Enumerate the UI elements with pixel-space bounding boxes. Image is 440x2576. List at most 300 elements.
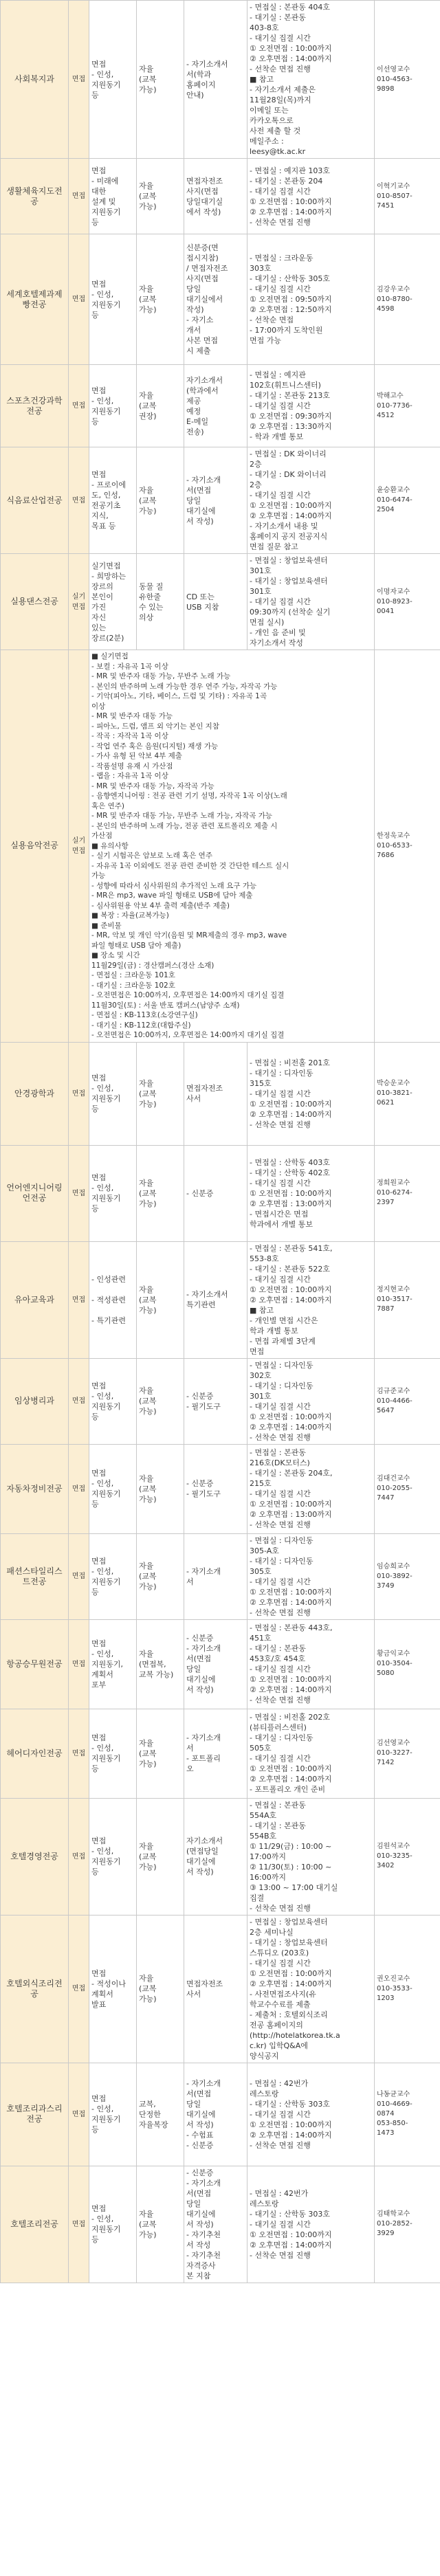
text-line: 레스토랑 — [250, 2199, 279, 2208]
text-line: ① 오전면접 : 10:00까지 — [250, 2230, 332, 2239]
text-line: - 면접실 : DK 와이너리 — [250, 449, 327, 458]
text-line: 수 있는 — [139, 602, 164, 612]
text-line: - 대기실 집결 시간 — [250, 597, 311, 606]
text-line: ① 오전면접 : 10:00까지 — [250, 197, 332, 206]
text-line: 7451 — [377, 201, 395, 210]
text-line: 자율 — [139, 1178, 154, 1188]
test-content-cell — [89, 2166, 137, 2283]
text-line: 면접 — [91, 1733, 107, 1742]
text-line: 5080 — [377, 1669, 395, 1677]
text-line: 505호 — [250, 1744, 272, 1753]
text-line: 가능) — [139, 1099, 157, 1109]
text-line: 집결 — [250, 1893, 265, 1902]
text-line: 자신 — [91, 612, 107, 622]
text-line: 있는 — [91, 623, 107, 632]
test-content-cell — [89, 1145, 137, 1241]
text-line: ① 오전면접 : 10:00까지 — [250, 1285, 332, 1294]
text-line: 사서 — [186, 1094, 201, 1103]
text-line: - 기악(피아노, 기타, 베이스, 드럼 및 기타) : 자유곡 1곡 — [91, 692, 267, 700]
text-line: - 자기소개서 — [186, 59, 228, 69]
text-line: - 학과 개별 통보 — [250, 432, 304, 441]
major-cell: 호텔외식조리전공 — [1, 1915, 69, 2063]
text-line: (교복 — [139, 1484, 157, 1494]
test-content-cell — [89, 365, 137, 447]
test-content-cell — [89, 1358, 137, 1444]
text-line: 053-850- — [377, 2120, 408, 2127]
text-line: - 개인별 면접 시간은 — [250, 1315, 318, 1325]
exam-type-cell: 면접 — [69, 447, 89, 554]
text-line: 메일주소 : — [250, 137, 284, 146]
text-line: (교복 — [139, 1748, 157, 1758]
text-line: 서 작성) — [186, 2219, 214, 2229]
text-line: - 대기실 집결 시간 — [250, 1958, 311, 1968]
text-line: - 대기실 : 디자인동 — [250, 1381, 314, 1390]
text-line: (교복 — [139, 1188, 157, 1198]
text-line: - 미래에 — [91, 176, 119, 186]
text-line: 지원동기, — [91, 1659, 124, 1669]
major-cell: 안경광학과 — [1, 1042, 69, 1145]
text-line: 임승희교수 — [377, 1562, 410, 1570]
text-line: ■ 유의사항 — [91, 841, 129, 850]
attire-cell — [137, 1533, 184, 1619]
text-line: 제공 — [186, 396, 201, 406]
text-line: - 신분증 — [186, 2140, 214, 2150]
table-row — [1, 1915, 440, 2063]
attire-cell — [137, 159, 184, 234]
exam-type-cell: 면접 — [69, 1, 89, 159]
text-line: ② 오후면접 : 14:00까지 — [250, 1685, 332, 1694]
text-line: 면접 — [91, 1074, 107, 1082]
test-content-cell — [89, 1798, 137, 1915]
text-line: 가능) — [139, 1759, 157, 1768]
text-line: - 선착순 면접 진행 — [250, 1432, 311, 1442]
text-line: 자격증사 — [186, 2261, 216, 2270]
documents-cell — [184, 365, 248, 447]
text-line: - 대기실 집결 시간 — [250, 1577, 311, 1586]
text-line: - 대기실 : 본관동 — [250, 1821, 306, 1830]
text-line: 553-8호 — [250, 1254, 279, 1263]
text-line: - 대기실 집결 시간 — [250, 1489, 311, 1498]
text-line: 자율 — [139, 1974, 154, 1983]
major-cell: 유아교육과 — [1, 1241, 69, 1358]
text-line: 면접 — [91, 166, 107, 175]
text-line: - 본인의 반주하며 노래 가능, 전공 관련 포트폴리오 제출 시 — [91, 821, 278, 830]
attire-cell — [137, 1444, 184, 1533]
attire-cell — [137, 2063, 184, 2166]
text-line: 010-3533- — [377, 1984, 412, 1992]
text-line: 가능) — [139, 2230, 157, 2239]
contact-cell — [375, 1145, 440, 1241]
text-line: 특기관련 — [186, 1300, 216, 1309]
table-row — [1, 1798, 440, 1915]
table-row — [1, 2063, 440, 2166]
text-line: 면접 — [91, 59, 107, 69]
text-line: 동물 질 — [139, 581, 164, 591]
text-line: ① 오전면접 : 10:00까지 — [250, 1500, 332, 1509]
contact-cell — [375, 1798, 440, 1915]
text-line: / 면접자전조 — [186, 264, 228, 273]
text-line: ■ 복장 : 자율(교복가능) — [91, 911, 169, 920]
text-line: 2397 — [377, 1199, 395, 1206]
text-line: ① 오전면접 : 10:00까지 — [250, 44, 332, 53]
text-line: - 대기실 : 창업보육센터 — [250, 577, 328, 586]
text-line: 면접 — [91, 279, 107, 289]
text-line: 대기실에 — [186, 1857, 216, 1866]
text-line: 작성) — [186, 305, 204, 314]
text-line: 가능) — [139, 305, 157, 314]
text-line: - 면접실 : 본관동 541호, — [250, 1243, 333, 1253]
text-line: 사본 면접 — [186, 336, 219, 345]
attire-cell — [137, 1798, 184, 1915]
documents-cell — [184, 1444, 248, 1533]
contact-cell — [375, 1, 440, 159]
text-line: 권오진교수 — [377, 1975, 410, 1983]
text-line: - 신분증 — [186, 1479, 214, 1488]
text-line: ③ 13:00 ~ 17:00 대기실 — [250, 1883, 338, 1892]
text-line: 자율 — [139, 1841, 154, 1851]
text-line: - 대기실 집결 시간 — [250, 285, 311, 293]
text-line: 계획서 — [91, 1669, 113, 1679]
text-line: 010-6474- — [377, 496, 412, 504]
text-line: ② 오후면접 : 14:00까지 — [250, 2130, 332, 2140]
text-line: 자율복장 — [139, 2120, 168, 2129]
text-line: 301호 — [250, 566, 272, 575]
schedule-cell — [248, 1709, 375, 1798]
text-line: 본인이 — [91, 592, 113, 601]
text-line: 가능) — [139, 202, 157, 211]
attire-cell — [137, 234, 184, 365]
major-cell: 자동차정비전공 — [1, 1444, 69, 1533]
text-line: - 인성, — [91, 69, 114, 79]
text-line: - 대기실 : 디자인동 — [250, 1556, 314, 1566]
documents-cell — [184, 1533, 248, 1619]
text-line: - 선착순 면접 진행 — [250, 217, 311, 227]
text-line: 전공기초 — [91, 501, 121, 510]
exam-type-cell: 실기면접 — [69, 554, 89, 650]
text-line: 당일 — [186, 496, 201, 505]
text-line: - 대기실 집결 시간 — [250, 401, 311, 410]
text-line: - 개인 음 준비 및 — [250, 628, 306, 637]
test-content-cell — [89, 1709, 137, 1798]
text-line: 면접 — [91, 1173, 107, 1182]
text-line: - 작곡 : 자작곡 1곡 이상 — [91, 732, 168, 740]
text-line: 자율 — [139, 485, 154, 495]
text-line: 등 — [91, 1587, 99, 1597]
text-line: 303호 — [250, 264, 272, 273]
text-line: - 대기실 : 본관동 213호 — [250, 391, 331, 400]
text-line: 지원동기 — [91, 2225, 121, 2234]
contact-cell — [375, 2166, 440, 2283]
text-line: 서 작성) — [186, 1867, 214, 1876]
text-line: 서(면접 — [186, 1654, 212, 1663]
exam-type-cell: 면접 — [69, 2166, 89, 2283]
text-line: 사지(면접 — [186, 186, 219, 196]
test-content-cell — [89, 554, 137, 650]
text-line: 오 — [186, 1764, 194, 1773]
text-line: - 대기실 : DK 와이너리 — [250, 470, 327, 479]
text-line: 가능) — [139, 506, 157, 515]
text-line: 박해고수 — [377, 392, 404, 400]
text-line: 황금익교수 — [377, 1650, 410, 1658]
text-line: 면접 실시) — [250, 618, 285, 627]
table-row — [1, 1042, 440, 1145]
major-cell: 생활체육지도전공 — [1, 159, 69, 234]
exam-type-cell: 면접 — [69, 1042, 89, 1145]
text-line: 면접 — [91, 1968, 107, 1978]
text-line — [91, 1285, 134, 1295]
text-line: - 심사위원용 악보 4부 출력 제출(반주 제출) — [91, 901, 230, 910]
text-line: 010-3227- — [377, 1749, 412, 1757]
exam-type-cell: 면접 — [69, 1915, 89, 2063]
exam-type-cell: 실기면접 — [69, 650, 89, 1043]
text-line: ① 11/29(금) : 10:00 ~ — [250, 1841, 332, 1851]
table-row-vocal — [1, 650, 440, 1043]
text-line: - 선착순 면접 진행 — [250, 2140, 311, 2150]
table-row — [1, 1619, 440, 1709]
text-line: 가능) — [139, 85, 157, 94]
text-line: 면접 — [91, 1381, 107, 1390]
text-line: ① 오전면접 : 10:00까지 — [250, 2120, 332, 2129]
text-line: 216호(DK모터스) — [250, 1458, 310, 1467]
major-cell: 실용음악전공 — [1, 650, 69, 1043]
text-line: - 인성, — [91, 396, 114, 406]
text-line: 자율 — [139, 2209, 154, 2219]
text-line: - 선착순 면접 진행 — [250, 2250, 311, 2260]
text-line: ■ 참고 — [250, 75, 274, 84]
text-line: 학과 개별 통보 — [250, 1326, 298, 1335]
text-line: 0621 — [377, 1099, 395, 1107]
text-line: 김규준교수 — [377, 1387, 410, 1395]
table-row — [1, 1241, 440, 1358]
text-line: 면접 — [91, 1556, 107, 1566]
text-line: ② 오후면접 : 13:00까지 — [250, 1199, 332, 1208]
text-line: 0874 — [377, 2110, 395, 2118]
text-line: 장르(2분) — [91, 633, 124, 643]
text-line: - 인성, — [91, 1479, 114, 1488]
text-line: ① 오전면접 : 10:00까지 — [250, 1968, 332, 1978]
text-line: - 면접실 : 본관동 404호 — [250, 3, 331, 12]
text-line: 3402 — [377, 1862, 395, 1869]
text-line: - 인성, — [91, 1847, 114, 1856]
test-content-cell — [89, 159, 137, 234]
text-line: - 피아노, 드럼, 앰프 외 악기는 본인 지참 — [91, 722, 219, 731]
table-row — [1, 1358, 440, 1444]
text-line: 장르의 — [91, 581, 113, 591]
text-line: - 대기실 : KB-112호(대합주실) — [91, 1021, 191, 1030]
text-line: - 17:00까지 도착인원 — [250, 326, 323, 335]
text-line: 면접자전조 — [186, 1979, 223, 1988]
text-line: 홈페이지 — [186, 80, 216, 89]
text-line: - 인성, — [91, 289, 114, 299]
text-line: ① 오전면접 : 10:00까지 — [250, 1188, 332, 1198]
text-line: 010-7736- — [377, 401, 412, 410]
text-line: 전공 홈페이지의 — [250, 2020, 303, 2030]
test-content-cell — [89, 2063, 137, 2166]
contact-cell — [375, 159, 440, 234]
text-line: 315호 — [250, 1078, 272, 1088]
text-line: 서 작성) — [186, 2120, 214, 2129]
test-content-cell — [89, 1241, 137, 1358]
attire-cell — [137, 1241, 184, 1358]
text-line: - 면접실 : 크라운동 101호 — [91, 971, 175, 979]
text-line: - 선착순 면접 진행 — [250, 1120, 311, 1129]
text-line: - 작품설명 유재 시 가산점 — [91, 762, 173, 770]
text-line: 면접 질문 참고 — [250, 542, 298, 551]
text-line: 등 — [91, 1204, 99, 1213]
text-line: - 자기소개서 내용 및 — [250, 522, 318, 531]
text-line: USB 지참 — [186, 602, 219, 612]
text-line: - 면접실 : 디자인동 — [250, 1535, 314, 1545]
contact-cell — [375, 1533, 440, 1619]
test-content-cell — [89, 447, 137, 554]
text-line: - 면접실 : 본관동 443호, — [250, 1623, 333, 1632]
exam-type-cell: 면접 — [69, 234, 89, 365]
documents-cell — [184, 159, 248, 234]
text-line: 파일 형태로 USB 담아 제출) — [91, 941, 182, 950]
major-cell: 호텔조리전공 — [1, 2166, 69, 2283]
text-line: (http://hotelatkorea.tk.a — [250, 2030, 340, 2040]
text-line: 접시지참) — [186, 254, 219, 263]
text-line: - 대기실 집결 시간 — [250, 1178, 311, 1188]
text-line: 가진 — [91, 602, 107, 612]
table-row — [1, 1709, 440, 1798]
text-line: ② 오후면접 : 12:50까지 — [250, 305, 332, 314]
text-line — [91, 1305, 134, 1315]
text-line: 김원석교수 — [377, 1843, 410, 1850]
text-line: 대기실에 — [186, 1675, 216, 1684]
table-row — [1, 234, 440, 365]
text-line: ① 오전면접 : 10:00까지 — [250, 1587, 332, 1597]
text-line: 자율 — [139, 65, 154, 74]
exam-type-cell: 면접 — [69, 365, 89, 447]
attire-cell — [137, 554, 184, 650]
text-line: 계획서 — [91, 1989, 113, 1999]
text-line: 권장) — [139, 412, 157, 421]
text-line: 3749 — [377, 1581, 395, 1590]
schedule-cell — [248, 234, 375, 365]
table-body-vocal — [1, 650, 440, 1043]
text-line: 2층 — [250, 460, 262, 469]
text-line: - MR, 악보 및 개인 악기(음원 및 MR제출의 경우 mp3, wave — [91, 931, 287, 940]
text-line: - 특기관련 — [91, 1315, 126, 1325]
schedule-cell — [248, 365, 375, 447]
major-cell: 세계호텔제과제빵전공 — [1, 234, 69, 365]
major-cell: 호텔경영전공 — [1, 1798, 69, 1915]
text-line: ① 오전면접 : 10:00까지 — [250, 501, 332, 510]
text-line: 에서 작성) — [186, 207, 221, 216]
schedule-cell — [248, 1, 375, 159]
text-line: - 자기추천 — [186, 2250, 221, 2260]
text-line: 레스토랑 — [250, 2089, 279, 2098]
text-line: - 자기소 — [186, 315, 214, 324]
text-line: 이선영교수 — [377, 65, 410, 74]
major-cell: 임상병리과 — [1, 1358, 69, 1444]
text-line: - 대기실 : 산학동 402호 — [250, 1168, 331, 1177]
text-line: 이명자교수 — [377, 588, 410, 596]
text-line: 당일 — [186, 1665, 201, 1674]
text-line: - 신분증 — [186, 1634, 214, 1643]
text-line: - 오전면접은 10:00까지, 오후면접은 14:00까지 대기실 집결 — [91, 991, 285, 999]
text-line: 지원동기 — [91, 1577, 121, 1586]
text-line: (교복 — [139, 1852, 157, 1861]
text-line: 목표 등 — [91, 522, 116, 531]
text-line: 11월29일(금) : 경산캠퍼스(경산 소재) — [91, 961, 214, 970]
text-line: ② 오후면접 : 14:00까지 — [250, 2240, 332, 2250]
contact-cell — [375, 1619, 440, 1709]
text-line: 010-4466- — [377, 1397, 412, 1405]
text-line: 010-8780- — [377, 295, 412, 303]
text-line: - 면접시간은 면접 — [250, 1209, 309, 1219]
text-line: 홈페이지 공지 전공지식 — [250, 532, 328, 541]
text-line: 자기소개서 — [186, 1836, 223, 1845]
exam-type-cell: 면접 — [69, 1619, 89, 1709]
text-line: 대기실에 — [186, 506, 216, 515]
text-line: ② 오후면접 : 14:00까지 — [250, 1597, 332, 1607]
text-line: 예정 — [186, 406, 201, 416]
major-cell: 식음료산업전공 — [1, 447, 69, 554]
text-line: (면접당일 — [186, 1847, 219, 1856]
text-line: 면접 — [91, 386, 107, 395]
text-line: - 신분증 — [186, 1188, 214, 1198]
text-line: - 자기소개 — [186, 1644, 221, 1653]
text-line: (교복 — [139, 1397, 157, 1406]
text-line: (교복 — [139, 2219, 157, 2229]
text-line: 453호/호 454호 — [250, 1654, 306, 1663]
text-line: - 보컬 : 자유곡 1곡 이상 — [91, 662, 168, 671]
schedule-cell — [248, 159, 375, 234]
documents-cell — [184, 1709, 248, 1798]
schedule-cell — [248, 1145, 375, 1241]
text-line: 한정욱교수 — [377, 832, 410, 840]
text-line: 17:00까지 — [250, 1852, 286, 1861]
text-line: - 대기실 집결 시간 — [250, 34, 311, 43]
vocal-guidelines-cell — [89, 650, 375, 1043]
text-line: - 음향엔지니어링 : 전공 관련 기기 설명, 자작곡 1곡 이상(노래 — [91, 792, 287, 800]
text-line: 면접자전조 — [186, 176, 223, 186]
exam-type-cell: 면접 — [69, 1444, 89, 1533]
text-line: - 작업 연주 혹은 음원(디지털) 재생 가능 — [91, 742, 219, 751]
text-line: - 면접실 : 42번가 — [250, 2078, 309, 2088]
text-line: (교복 — [139, 1089, 157, 1098]
text-line: - 면접실 : 크라운동 — [250, 254, 314, 263]
schedule-cell — [248, 1619, 375, 1709]
text-line: - 인성, — [91, 1391, 114, 1401]
table-row — [1, 2166, 440, 2283]
text-line: ■ 실기면접 — [91, 652, 129, 660]
text-line: ■ 참고 — [250, 1305, 274, 1315]
attire-cell — [137, 1619, 184, 1709]
text-line: ■ 장소 및 시간 — [91, 951, 140, 959]
text-line: - 대기실 : 본관동 — [250, 13, 306, 22]
text-line: 자율 — [139, 1285, 154, 1294]
text-line: ① 오전면접 : 09:30까지 — [250, 412, 332, 421]
text-line: 5647 — [377, 1406, 395, 1414]
text-line: 가능) — [139, 1995, 157, 2003]
table-row — [1, 1533, 440, 1619]
text-line: ② 오후면접 : 14:00까지 — [250, 1422, 332, 1432]
text-line: 교복 가능) — [139, 1669, 174, 1679]
text-line: 010-6274- — [377, 1189, 412, 1197]
text-line: - 대기실 집결 시간 — [250, 1754, 311, 1763]
text-line: 설계 및 — [91, 197, 116, 206]
text-line: - 자기소개 — [186, 1566, 221, 1576]
text-line: 대한 — [91, 186, 107, 196]
attire-cell — [137, 1, 184, 159]
text-line: - 인성, — [91, 1744, 114, 1753]
text-line: 가능) — [139, 1305, 157, 1315]
text-line: 010-3821- — [377, 1089, 412, 1097]
contact-cell — [375, 1709, 440, 1798]
